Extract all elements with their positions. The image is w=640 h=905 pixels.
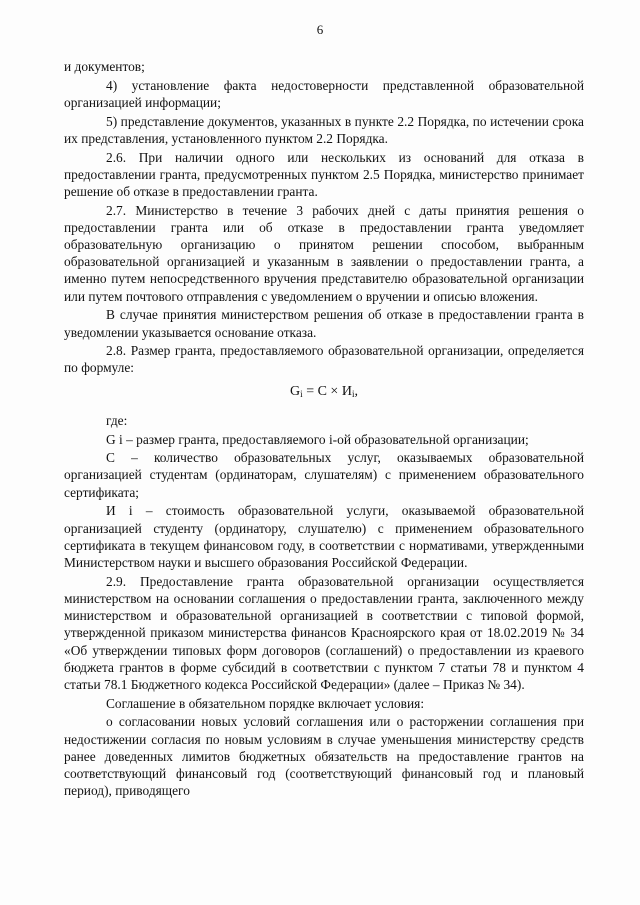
definition-ii: И i – стоимость образовательной услуги, оказываемой образовательной организацией студенту (ординатору, слушателю) с применением образовательного сертификата в текущем финансовом году, в соответствии с нормативами, утвержденными Министерством науки и высшего образования Российской Федерации. <box>64 503 584 570</box>
grant-formula <box>64 383 584 403</box>
paragraph: 2.6. При наличии одного или нескольких из оснований для отказа в предоставлении гранта, предусмотренных пунктом 2.5 Порядка, министерство принимает решение об отказе в предоставлении гранта. <box>64 149 584 199</box>
paragraph: о согласовании новых условий соглашения или о расторжении соглашения при недостижении согласия по новым условиям в случае уменьшения министерству средств ранее доведенных лимитов бюджетных обязательств на предоставление грантов на соответствующий финансовый год (соответствующий финансовый год и плановый период), приводящего <box>64 714 584 799</box>
paragraph: Соглашение в обязательном порядке включает условия: <box>106 695 425 711</box>
formula-lhs: G <box>290 383 301 399</box>
definition-gi: G i – размер гранта, предоставляемого i-ой образовательной организации; <box>106 431 529 447</box>
document-body <box>64 58 584 801</box>
paragraph: В случае принятия министерством решения об отказе в предоставлении гранта в уведомлении указывается основание отказа. <box>64 307 584 340</box>
paragraph: 2.7. Министерство в течение 3 рабочих дней с даты принятия решения о предоставлении гранта или об отказе в предоставлении гранта уведомляет образовательную организацию о принятом решении способом, выбранным образовательной организацией и указанным в заявлении о предоставлении гранта, а именно путем непосредственного вручения представителю образовательной организации или путем почтового отправления с уведомлением о вручении и описью вложения. <box>64 202 584 304</box>
paragraph: 4) установление факта недостоверности представленной образовательной организацией информации; <box>64 77 584 110</box>
paragraph: 2.8. Размер гранта, предоставляемого образовательной организации, определяется по формуле: <box>64 343 584 376</box>
formula-rhs-subscript: i <box>351 388 355 399</box>
formula-tail: , <box>354 383 358 399</box>
paragraph: и документов; <box>64 59 145 74</box>
definition-c: С – количество образовательных услуг, оказываемых образовательной организацией студентам (ординаторам, слушателям) с применением образовательного сертификата; <box>64 450 584 500</box>
page-number: 6 <box>316 22 324 37</box>
paragraph: 5) представление документов, указанных в пункте 2.2 Порядка, по истечении срока их представления, установленного пунктом 2.2 Порядка. <box>64 113 584 146</box>
formula-middle: = C × И <box>302 383 352 399</box>
formula-lhs-subscript: i <box>300 388 303 399</box>
paragraph: 2.9. Предоставление гранта образовательной организации осуществляется министерством на основании соглашения о предоставлении гранта, заключенного между министерством и образовательной организацией в соответствии с типовой формой, утвержденной приказом министерства финансов Красноярского края от 18.02.2019 № 34 «Об утверждении типовых форм договоров (соглашений) о предоставлении из краевого бюджета грантов в форме субсидий в соответствии с пунктом 7 статьи 78 и пунктом 4 статьи 78.1 Бюджетного кодекса Российской Федерации» (далее – Приказ № 34). <box>64 573 584 692</box>
where-label: где: <box>106 412 128 428</box>
